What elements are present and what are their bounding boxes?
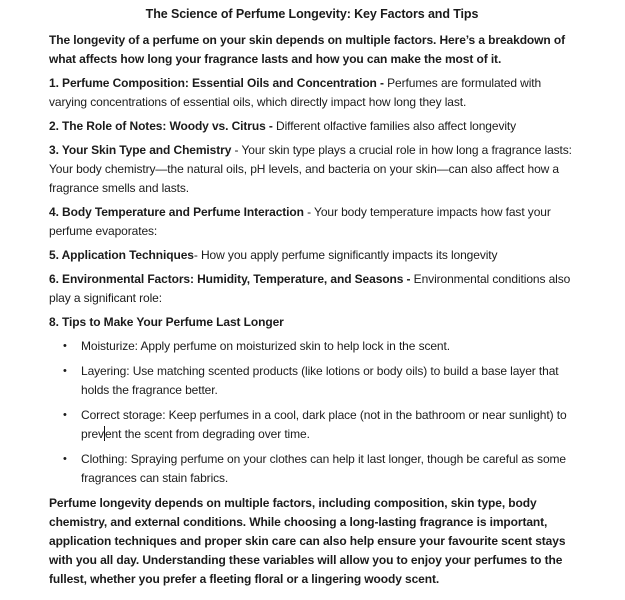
factor-body-temperature-text: - Your body temperature impacts how fast your perfume evaporates:	[49, 205, 551, 238]
factor-notes	[49, 117, 575, 136]
factor-notes-heading: 2. The Role of Notes: Woody vs. Citrus -	[49, 119, 273, 133]
intro-paragraph: The longevity of a perfume on your skin depends on multiple factors. Here’s a breakdown of what affects how long your fragrance lasts and how you can make the most of it.	[49, 33, 565, 66]
tip-storage-text-after-caret: ent the scent from degrading over time.	[104, 427, 310, 441]
factor-composition	[49, 74, 575, 112]
factor-skin-type	[49, 141, 575, 198]
factor-application	[49, 246, 575, 265]
factor-skin-type-text: - Your skin type plays a crucial role in how long a fragrance lasts: Your body chemistry—the natural oils, pH levels, and bacteria on your skin—can also affect how a fragrance smells and lasts.	[49, 143, 572, 195]
factor-notes-text: Different olfactive families also affect longevity	[272, 119, 517, 133]
factor-environment-heading: 6. Environmental Factors: Humidity, Temperature, and Seasons -	[49, 272, 411, 286]
tip-moisturize-text: Moisturize: Apply perfume on moisturized skin to help lock in the scent.	[81, 339, 450, 353]
tip-clothing-text: Clothing: Spraying perfume on your clothes can help it last longer, though be careful as some fragrances can stain fabrics.	[81, 452, 566, 485]
tip-clothing	[49, 450, 575, 488]
factor-body-temperature-heading: 4. Body Temperature and Perfume Interaction	[49, 205, 304, 219]
bullet-icon: •	[63, 365, 67, 377]
document-title: The Science of Perfume Longevity: Key Factors and Tips	[145, 7, 479, 21]
factor-application-heading: 5. Application Techniques	[49, 248, 194, 262]
factor-environment	[49, 270, 575, 308]
bullet-icon: •	[63, 453, 67, 465]
bullet-icon: •	[63, 409, 67, 421]
tips-heading: 8. Tips to Make Your Perfume Last Longer	[49, 315, 284, 329]
factor-body-temperature	[49, 203, 575, 241]
factor-composition-text: Perfumes are formulated with varying concentrations of essential oils, which directly impact how long they last.	[49, 76, 542, 109]
tip-moisturize	[49, 337, 575, 356]
factor-application-text: - How you apply perfume significantly impacts its longevity	[193, 248, 498, 262]
conclusion-paragraph: Perfume longevity depends on multiple factors, including composition, skin type, body chemistry, and external conditions. While choosing a long-lasting fragrance is important, application techniques and proper skin care can also help ensure your favourite scent stays with you all day. Understanding these variables will allow you to enjoy your perfumes to the fullest, whether you prefer a fleeting floral or a lingering woody scent.	[49, 496, 566, 586]
tip-storage	[49, 406, 575, 444]
factor-environment-text: Environmental conditions also play a significant role:	[49, 272, 571, 305]
factor-composition-heading: 1. Perfume Composition: Essential Oils and Concentration -	[49, 76, 384, 90]
tip-layering-text: Layering: Use matching scented products (like lotions or body oils) to build a base layer that holds the fragrance better.	[81, 364, 559, 397]
tip-layering	[49, 362, 575, 400]
tip-storage-text	[81, 406, 575, 444]
bullet-icon: •	[63, 340, 67, 352]
factor-skin-type-heading: 3. Your Skin Type and Chemistry	[49, 143, 232, 157]
tips-list	[49, 337, 575, 488]
tip-storage-text-before-caret: Correct storage: Keep perfumes in a cool, dark place (not in the bathroom or near sunlight) to prev	[81, 408, 567, 441]
